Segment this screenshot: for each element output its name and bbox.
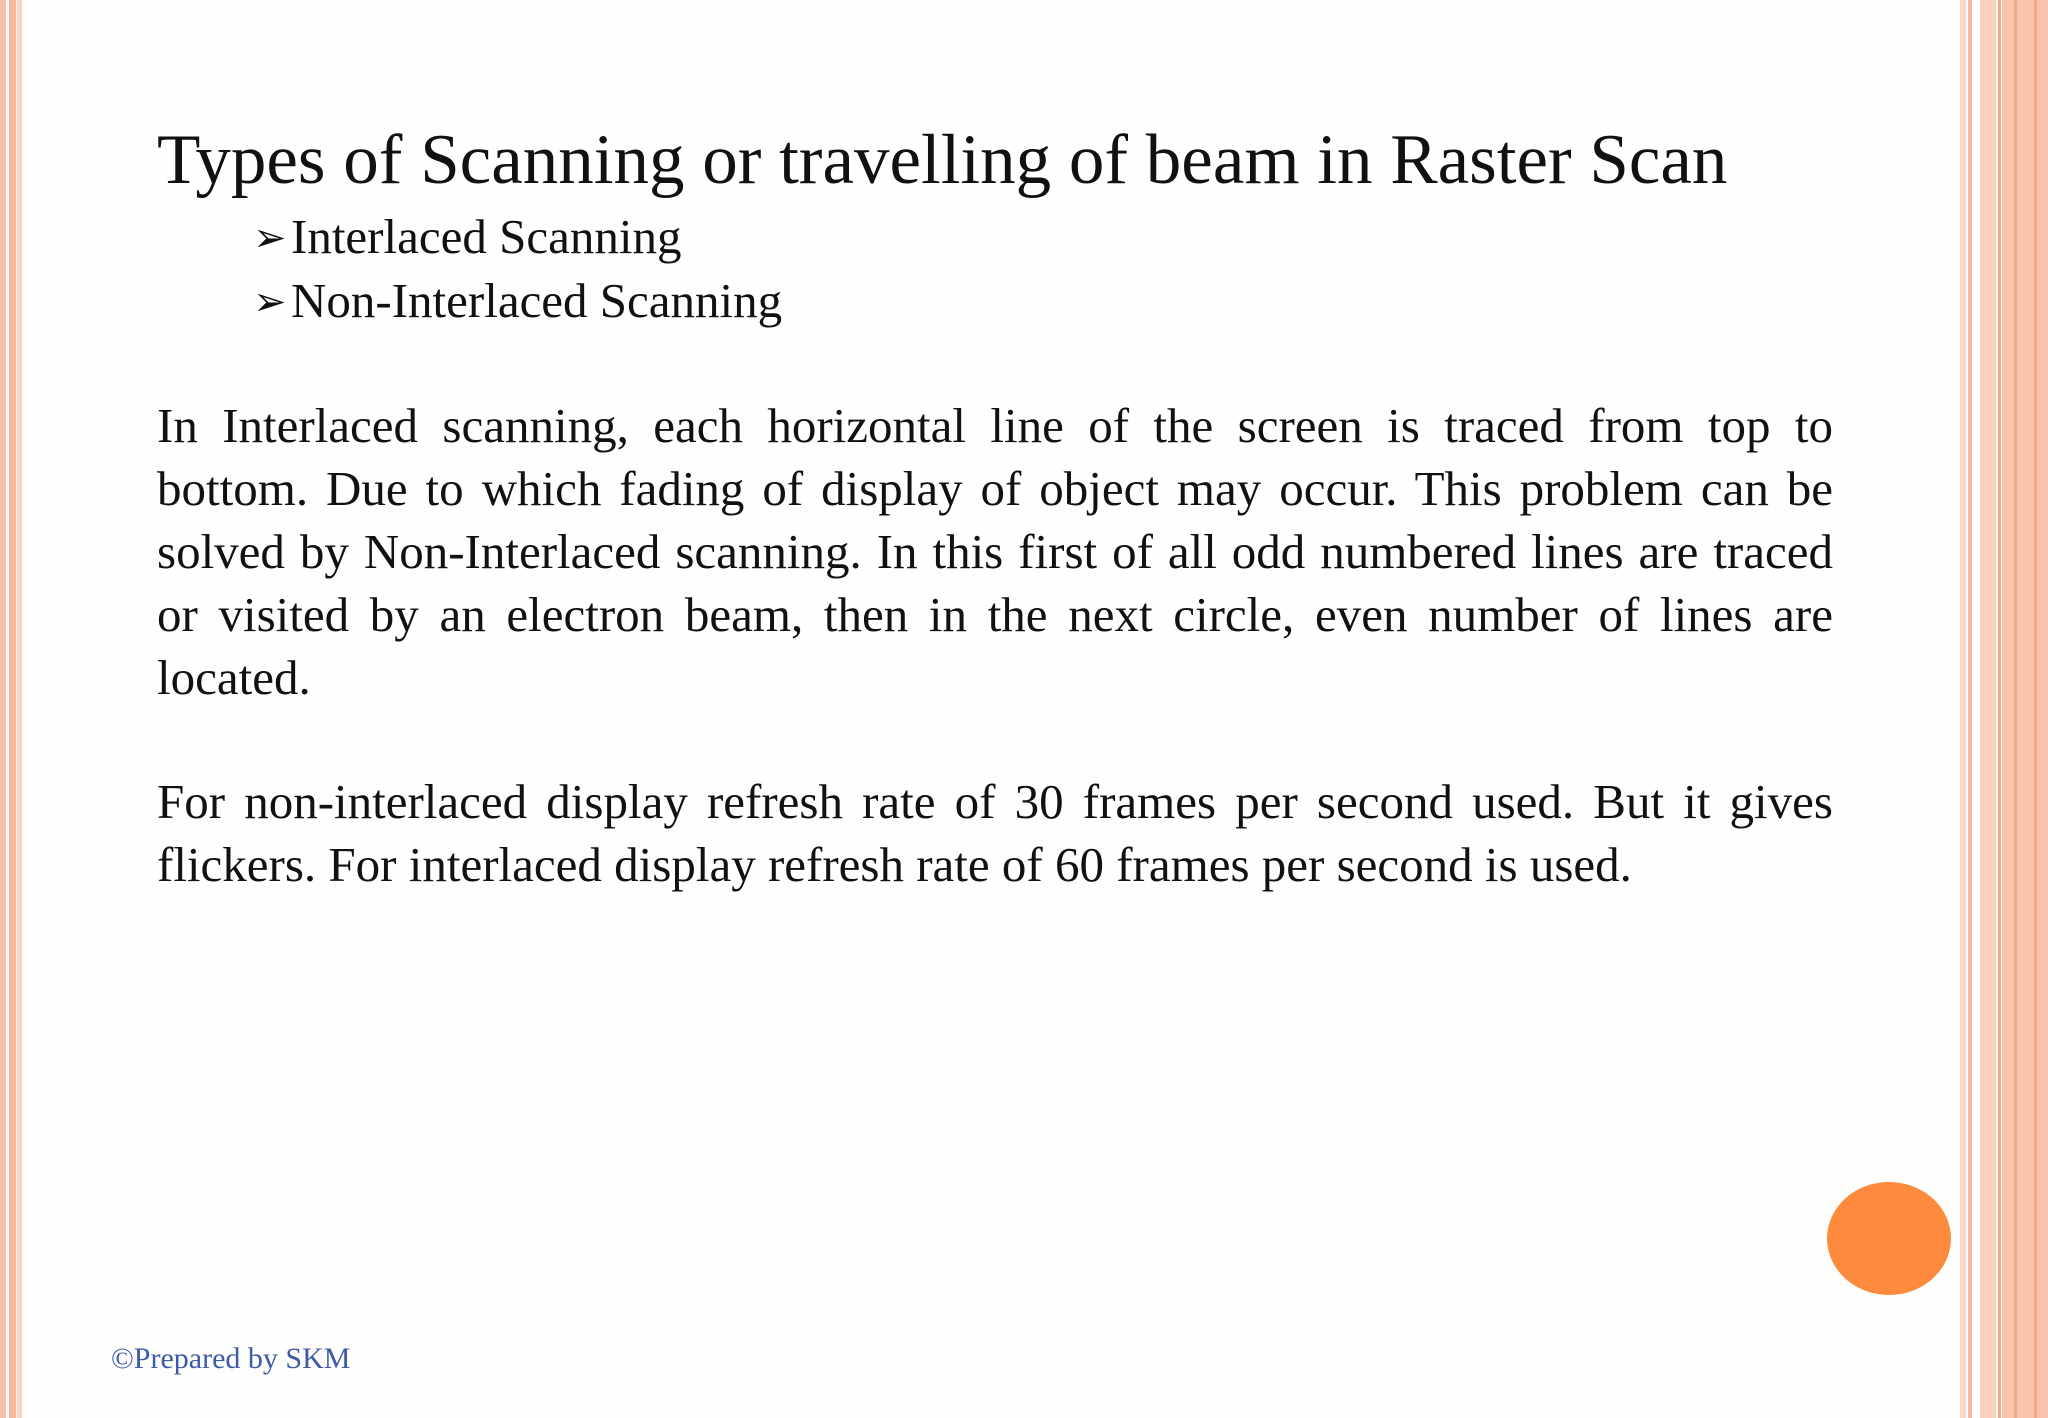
- right-border-stripe: [1960, 0, 1966, 1418]
- right-border-stripe: [1998, 0, 2001, 1418]
- bullet-label: Interlaced Scanning: [291, 209, 682, 264]
- left-border-stripe: [0, 0, 6, 1418]
- paragraph-interlaced: In Interlaced scanning, each horizontal line of the screen is traced from top to bottom. Due to which fading of display of object may occur. This problem can be solved by Non-Interlaced scanning. In this first of all odd numbered lines are traced or visited by an electron beam, then in the next circle, even number of lines are located.: [157, 398, 1833, 705]
- right-border-stripe: [2002, 0, 2048, 1418]
- right-border-stripe: [2034, 0, 2037, 1418]
- arrow-bullet-icon: ➢: [253, 279, 287, 324]
- right-border-stripe: [1980, 0, 1996, 1418]
- paragraph-refresh-rate: For non-interlaced display refresh rate of 30 frames per second used. But it gives flickers. For interlaced display refresh rate of 60 frames per second is used.: [157, 774, 1833, 892]
- footer-credit: ©Prepared by SKM: [111, 1342, 351, 1375]
- right-border-stripe: [2014, 0, 2017, 1418]
- left-border-stripe: [9, 0, 16, 1418]
- bullet-item-interlaced: [253, 205, 782, 269]
- arrow-bullet-icon: ➢: [253, 215, 287, 260]
- bullet-item-non-interlaced: [253, 269, 782, 333]
- bullet-list: [253, 205, 782, 333]
- right-border-stripe: [1968, 0, 1972, 1418]
- orange-circle-decoration: [1827, 1182, 1951, 1295]
- slide-title: Types of Scanning or travelling of beam in Raster Scan: [157, 121, 1728, 199]
- bullet-label: Non-Interlaced Scanning: [291, 273, 783, 328]
- left-border-stripe: [17, 0, 22, 1418]
